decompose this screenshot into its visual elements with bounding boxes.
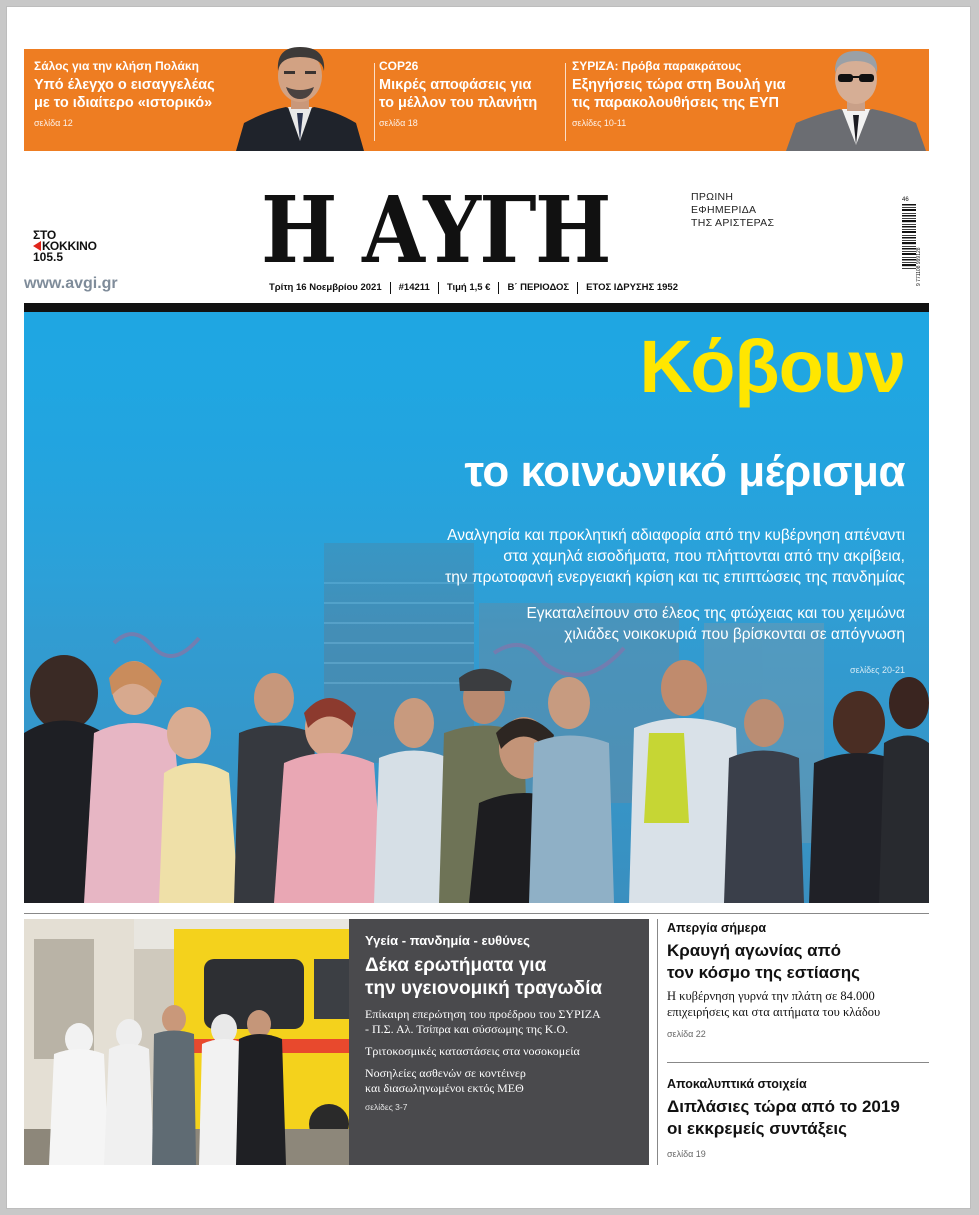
story-headline — [667, 1096, 929, 1140]
teaser-polakis[interactable] — [34, 59, 249, 129]
issue-number: #14211 — [390, 282, 438, 294]
teaser-kicker: COP26 — [379, 59, 419, 73]
teaser-headline — [379, 76, 559, 112]
headline-line: Κραυγή αγωνίας από — [667, 941, 842, 960]
story-bullet: Τριτοκοσμικές καταστάσεις στα νοσοκομεία — [365, 1044, 580, 1058]
radio-frequency: 105.5 — [33, 250, 64, 264]
teaser-divider — [565, 63, 566, 141]
headline-line: οι εκκρεμείς συντάξεις — [667, 1119, 847, 1138]
story-kicker: Υγεία - πανδημία - ευθύνες — [365, 933, 530, 948]
teaser-strip — [24, 49, 929, 151]
newspaper-tagline — [691, 191, 774, 230]
lead-deck-2 — [526, 603, 905, 645]
bullet-line: και διασωληνωμένοι εκτός ΜΕΘ — [365, 1081, 524, 1095]
deck-line: Εγκαταλείπουν στο έλεος της φτώχειας και του χειμώνα — [526, 605, 905, 622]
pensions-story[interactable] — [667, 1077, 929, 1159]
issue-info-bar — [269, 281, 686, 295]
issue-date: Τρίτη 16 Νοεμβρίου 2021 — [269, 282, 382, 293]
lead-page-ref: σελίδες 20-21 — [850, 665, 905, 675]
summary-line: επιχειρήσεις και στα αιτήματα του κλάδου — [667, 1005, 881, 1019]
section-divider — [24, 913, 929, 914]
bullet-line: - Π.Σ. Αλ. Τσίπρα και σύσσωμης της Κ.Ο. — [365, 1022, 569, 1036]
story-page-ref: σελίδα 22 — [667, 1029, 706, 1039]
teaser-headline — [34, 76, 249, 112]
politician-portrait-photo — [236, 41, 364, 151]
deck-line: Αναλγησία και προκλητική αδιαφορία από την κυβέρνηση απέναντι — [447, 527, 905, 544]
lead-headline-sub: το κοινωνικό μέρισμα — [464, 447, 905, 496]
radio-logo-text: ΚΟΚΚΙΝΟ — [42, 239, 97, 253]
tagline-line: ΤΗΣ ΑΡΙΣΤΕΡΑΣ — [691, 217, 775, 229]
story-kicker: Αποκαλυπτικά στοιχεία — [667, 1077, 807, 1091]
bullet-line: Επίκαιρη επερώτηση του προέδρου του ΣΥΡΙΖΑ — [365, 1007, 601, 1021]
radio-station-logo[interactable] — [33, 230, 97, 263]
teaser-headline-line: Υπό έλεγχο ο εισαγγελέας — [34, 77, 215, 93]
lead-headline-main: Κόβουν — [639, 325, 905, 408]
bullet-line: Νοσηλείες ασθενών σε κοντέινερ — [365, 1066, 526, 1080]
teaser-headline — [572, 76, 802, 112]
teaser-headline-line: με το ιδιαίτερο «ιστορικό» — [34, 95, 213, 111]
radio-logo-line: ΣΤΟ — [33, 228, 57, 242]
ambulance-photo — [24, 919, 349, 1165]
summary-line: Η κυβέρνηση γυρνά την πλάτη σε 84.000 — [667, 989, 875, 1003]
strike-story[interactable] — [667, 921, 929, 1039]
story-kicker: Απεργία σήμερα — [667, 921, 767, 935]
teaser-page-ref: σελίδα 18 — [379, 118, 418, 128]
teaser-kicker: ΣΥΡΙΖΑ: Πρόβα παρακράτους — [572, 59, 742, 73]
teaser-cop26[interactable] — [379, 59, 559, 129]
newspaper-title: Η ΑΥΓΗ — [261, 176, 610, 284]
teaser-headline-line: Μικρές αποφάσεις για — [379, 77, 532, 93]
story-page-ref: σελίδα 19 — [667, 1149, 706, 1159]
story-page-ref: σελίδες 3-7 — [365, 1102, 408, 1112]
teaser-divider — [374, 63, 375, 141]
barcode-issue: 46 — [902, 197, 909, 203]
issue-price: Τιμή 1,5 € — [438, 282, 499, 294]
headline-line: Διπλάσιες τώρα από το 2019 — [667, 1097, 900, 1116]
lead-story[interactable] — [24, 303, 929, 903]
story-bullet — [365, 1007, 635, 1037]
column-divider — [657, 919, 658, 1165]
story-summary — [667, 988, 929, 1020]
deck-line: στα χαμηλά εισοδήματα, που πλήττονται από την ακρίβεια, — [503, 548, 905, 565]
teaser-headline-line: το μέλλον του πλανήτη — [379, 95, 538, 111]
headline-line: τον κόσμο της εστίασης — [667, 963, 860, 982]
lead-deck-1 — [445, 525, 905, 588]
tagline-line: ΕΦΗΜΕΡΙΔΑ — [691, 204, 757, 216]
website-link[interactable]: www.avgi.gr — [24, 275, 118, 292]
newspaper-front-page — [6, 6, 971, 1209]
deck-line: χιλιάδες νοικοκυριά που βρίσκονται σε απόγνωση — [564, 626, 905, 643]
hero-top-rule — [24, 303, 929, 312]
teaser-headline-line: Εξηγήσεις τώρα στη Βουλή για — [572, 77, 786, 93]
teaser-syriza[interactable] — [572, 59, 802, 129]
issue-period: Β΄ ΠΕΡΙΟΔΟΣ — [498, 282, 577, 294]
teaser-page-ref: σελίδα 12 — [34, 118, 73, 128]
health-story-panel[interactable] — [349, 919, 649, 1165]
founding-year: ΕΤΟΣ ΙΔΡΥΣΗΣ 1952 — [577, 282, 686, 294]
sidebar-divider — [667, 1062, 929, 1063]
teaser-headline-line: τις παρακολουθήσεις της ΕΥΠ — [572, 95, 780, 111]
tagline-line: ΠΡΩΙΝΗ — [691, 191, 734, 203]
deck-line: την πρωτοφανή ενεργειακή κρίση και τις επιπτώσεις της πανδημίας — [445, 569, 905, 586]
story-bullet — [365, 1066, 635, 1096]
teaser-kicker: Σάλος για την κλήση Πολάκη — [34, 59, 199, 73]
barcode-number: 9 771108 999128 — [916, 247, 922, 286]
barcode-icon — [900, 194, 922, 288]
story-headline — [667, 940, 929, 984]
teaser-page-ref: σελίδες 10-11 — [572, 118, 627, 128]
politician-portrait-photo — [786, 41, 926, 151]
headline-line: την υγειονομική τραγωδία — [365, 978, 603, 999]
headline-line: Δέκα ερωτήματα για — [365, 955, 547, 976]
story-headline — [365, 954, 635, 1000]
